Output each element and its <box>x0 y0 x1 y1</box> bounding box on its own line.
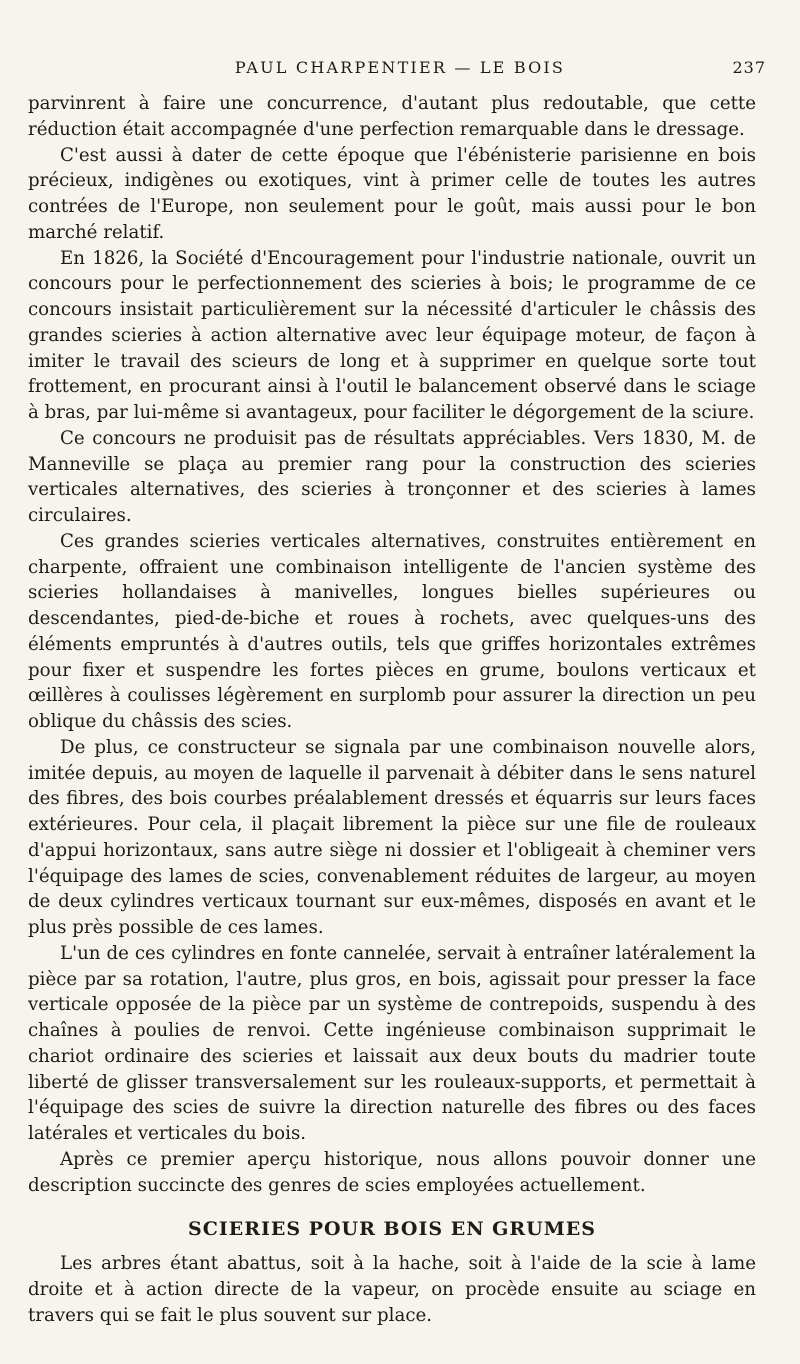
paragraph: Ce concours ne produisit pas de résultats appréciables. Vers 1830, M. de Manneville se plaça au premier rang pour la construction des scieries verticales alternatives, des scieries à tronçonner et des scieries à lames circulaires. <box>28 427 756 526</box>
running-title: PAUL CHARPENTIER — LE BOIS <box>234 58 566 77</box>
paragraph: parvinrent à faire une concurrence, d'autant plus redoutable, que cette réduction était accompagnée d'une perfection remarquable dans le dressage. <box>28 93 756 140</box>
paragraph: Ces grandes scieries verticales alternatives, construites entièrement en charpente, offraient une combinaison intelligente de l'ancien système des scieries hollandaises à manivelles, longues bielles supérieures ou descendantes, pied-de-biche et roues à rochets, avec quelques-uns des éléments empruntés à d'autres outils, tels que griffes horizontales extrêmes pour fixer et suspendre les fortes pièces en grume, boulons verticaux et œillères à coulisses légèrement en surplomb pour assurer la direction un peu oblique du châssis des scies. <box>28 530 756 732</box>
paragraph: L'un de ces cylindres en fonte cannelée, servait à entraîner latéralement la pièce par sa rotation, l'autre, plus gros, en bois, agissait pour presser la face verticale opposée de la pièce par un système de contrepoids, suspendu à des chaînes à poulies de renvoi. Cette ingénieuse combinaison supprimait le chariot ordinaire des scieries et laissait aux deux bouts du madrier toute liberté de glisser transversalement sur les rouleaux-supports, et permettait à l'équipage des scies de suivre la direction naturelle des fibres ou des faces latérales et verticales du bois. <box>28 942 756 1144</box>
paragraph: Après ce premier aperçu historique, nous allons pouvoir donner une description succincte des genres de scies employées actuellement. <box>28 1148 756 1196</box>
section-heading: SCIERIES POUR BOIS EN GRUMES <box>188 1218 596 1241</box>
paragraph: De plus, ce constructeur se signala par une combinaison nouvelle alors, imitée depuis, au moyen de laquelle il parvenait à débiter dans le sens naturel des fibres, des bois courbes préalablement dressés et équarris sur leurs faces extérieures. Pour cela, il plaçait librement la pièce sur une file de rouleaux d'appui horizontaux, sans autre siège ni dossier et l'obligeait à cheminer vers l'équipage des lames de scies, convenablement réduites de largeur, au moyen de deux cylindres verticaux tournant sur eux-mêmes, disposés en avant et le plus près possible de ces lames. <box>28 736 756 938</box>
running-header <box>0 54 800 84</box>
page-number: 237 <box>732 58 766 77</box>
paragraph: En 1826, la Société d'Encouragement pour l'industrie nationale, ouvrit un concours pour le perfectionnement des scieries à bois; le programme de ce concours insistait particulièrement sur la nécessité d'articuler le châssis des grandes scieries à action alternative avec leur équipage moteur, de façon à imiter le travail des scieurs de long et à supprimer en quelque sorte tout frottement, en procurant ainsi à l'outil le balancement observé dans le sciage à bras, par lui-même si avantageux, pour faciliter le dégorgement de la sciure. <box>28 247 756 423</box>
body-text <box>28 91 756 1328</box>
paragraph: Les arbres étant abattus, soit à la hache, soit à l'aide de la scie à lame droite et à action directe de la vapeur, on procède ensuite au sciage en travers qui se fait le plus souvent sur place. <box>28 1253 756 1326</box>
paragraph: C'est aussi à dater de cette époque que l'ébénisterie parisienne en bois précieux, indigènes ou exotiques, vint à primer celle de toutes les autres contrées de l'Europe, non seulement pour le goût, mais aussi pour le bon marché relatif. <box>28 144 756 243</box>
